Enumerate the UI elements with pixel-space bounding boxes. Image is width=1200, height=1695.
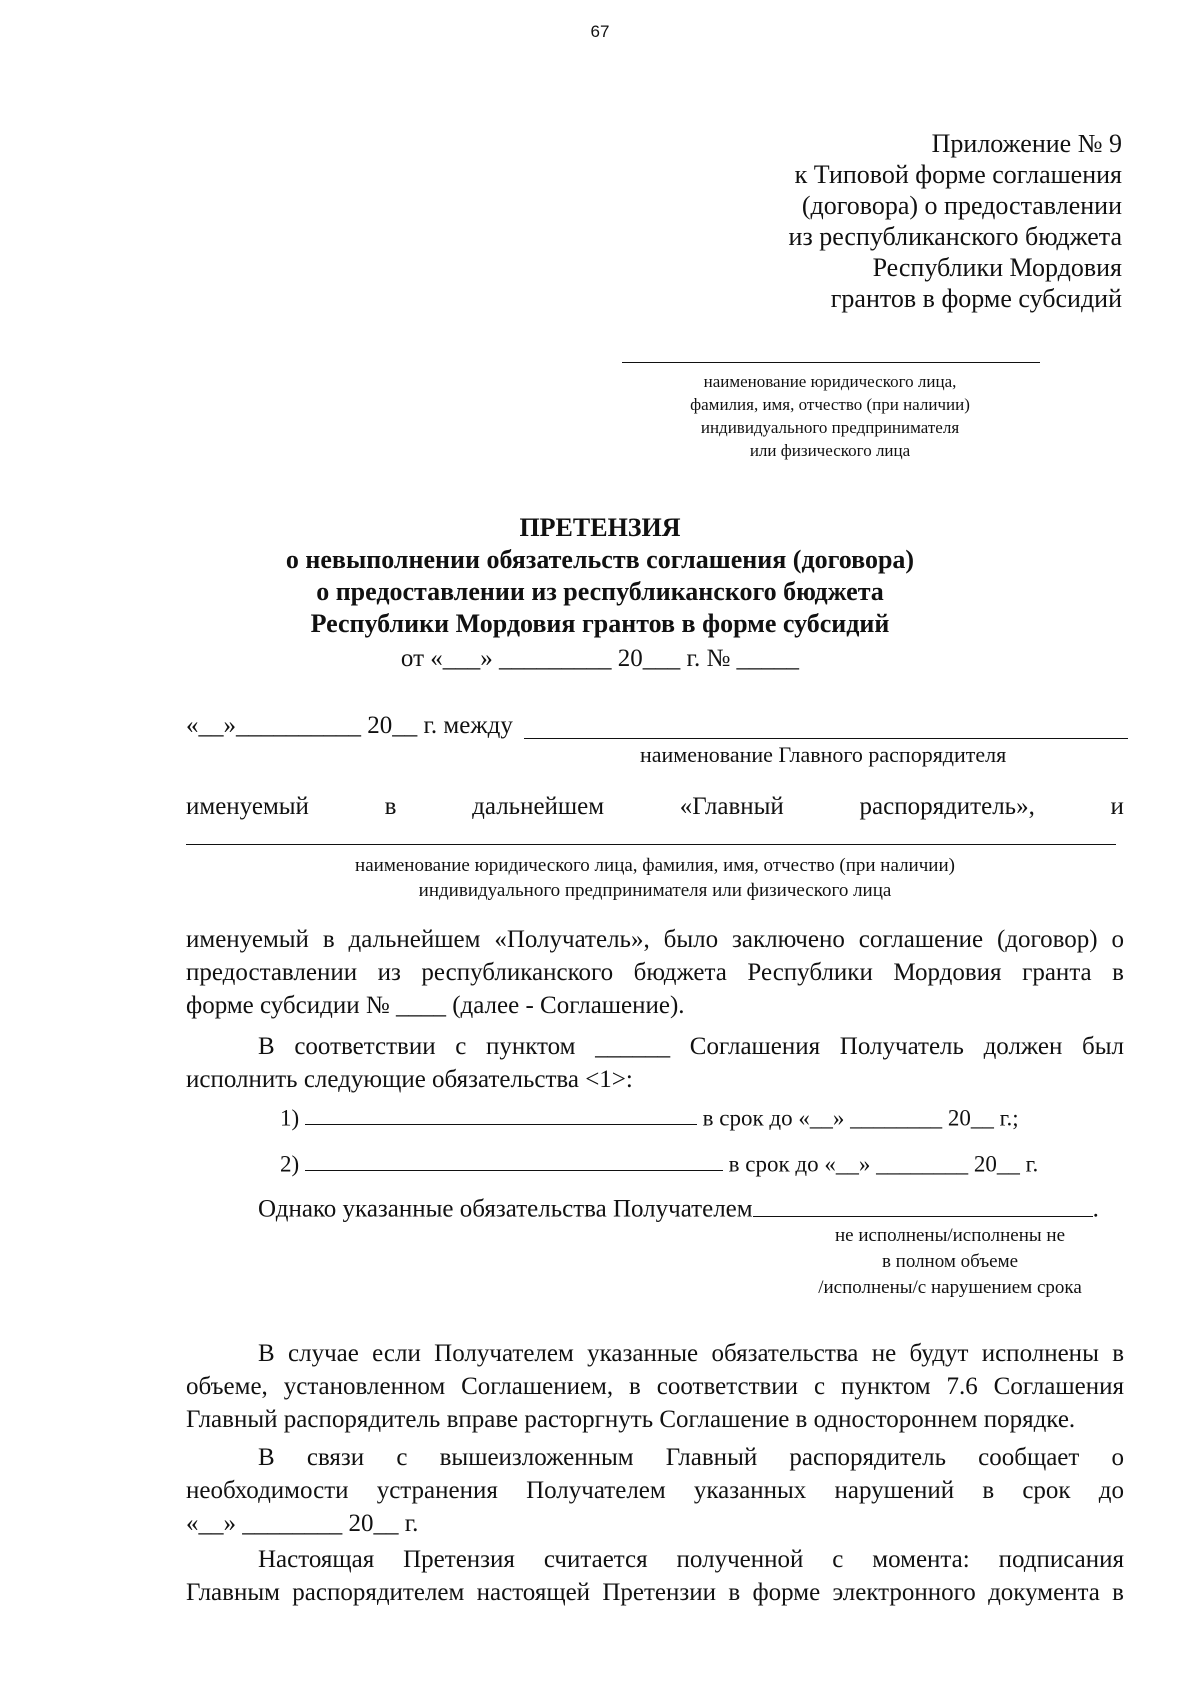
para-line: Главным распорядителем настоящей Претензии в форме электронного документа в (186, 1579, 1124, 1606)
obligation-item (280, 1145, 1038, 1180)
recipient-line (186, 844, 1116, 845)
however-line (258, 1188, 1099, 1226)
chief-administrator-caption: наименование Главного распорядителя (640, 742, 1007, 767)
named-word: дальнейшем (472, 793, 605, 820)
named-word: в (384, 793, 397, 820)
paragraph-obligations (186, 1030, 1124, 1096)
obligation-term: в срок до «__» ________ 20__ г. (728, 1151, 1039, 1177)
caption-line: наименование юридического лица, фамилия, имя, отчество (при наличии) (355, 855, 955, 876)
obligation-term: в срок до «__» ________ 20__ г.; (702, 1105, 1019, 1131)
para-line: исполнить следующие обязательства <1>: (186, 1066, 633, 1093)
para-line: В соответствии с пунктом ______ Соглашения Получатель должен был (258, 1033, 1124, 1060)
para-line: именуемый в дальнейшем «Получатель», было заключено соглашение (договор) о (186, 926, 1124, 953)
however-blank (753, 1188, 1093, 1217)
obligation-blank (305, 1099, 697, 1125)
caption-line: наименование юридического лица, (703, 372, 957, 391)
appendix-line: грантов в форме субсидий (830, 284, 1122, 313)
caption-line: в полном объеме (881, 1251, 1019, 1272)
however-text: Однако указанные обязательства Получателем (258, 1195, 753, 1223)
para-line: В связи с вышеизложенным Главный распорядитель сообщает о (258, 1444, 1124, 1471)
date-between: «__»__________ 20__ г. между (186, 712, 513, 739)
caption-line: индивидуального предпринимателя (700, 418, 960, 437)
appendix-header (602, 128, 1122, 314)
caption-line: фамилия, имя, отчество (при наличии) (690, 395, 970, 414)
obligation-number: 1) (280, 1105, 300, 1131)
named-word: именуемый (186, 793, 309, 820)
title-date-line: от «___» _________ 20___ г. № _____ (400, 645, 800, 672)
caption-line: индивидуального предпринимателя или физического лица (418, 880, 892, 901)
recipient-line-caption (186, 853, 1124, 903)
appendix-line: к Типовой форме соглашения (794, 160, 1122, 189)
para-line: Главный распорядитель вправе расторгнуть Соглашение в одностороннем порядке. (186, 1406, 1076, 1433)
page-number: 67 (590, 22, 610, 41)
obligation-item (280, 1099, 1019, 1134)
para-line: форме субсидии № ____ (далее - Соглашение). (186, 992, 685, 1019)
named-row (186, 791, 1124, 823)
para-line: «__» ________ 20__ г. (186, 1510, 419, 1537)
recipient-caption (600, 370, 1060, 462)
title-main: ПРЕТЕНЗИЯ (519, 513, 681, 542)
appendix-line: из республиканского бюджета (788, 222, 1122, 251)
obligation-blank (305, 1145, 723, 1171)
para-line: предоставлении из республиканского бюджета Республики Мордовия гранта в (186, 959, 1124, 986)
paragraph-agreement (186, 923, 1124, 1022)
paragraph-receipt (186, 1543, 1124, 1609)
title-sub-line: о невыполнении обязательств соглашения (договора) (285, 545, 915, 574)
appendix-line: Приложение № 9 (931, 129, 1122, 158)
appendix-line: Республики Мордовия (872, 253, 1122, 282)
named-word: распорядитель», (859, 793, 1035, 820)
recipient-name-line (622, 362, 1040, 363)
however-caption (780, 1223, 1120, 1301)
named-word: «Главный (679, 793, 784, 820)
document-title (0, 512, 1200, 640)
appendix-line: (договора) о предоставлении (801, 191, 1122, 220)
paragraph-termination (186, 1337, 1124, 1436)
obligation-number: 2) (280, 1151, 300, 1177)
para-line: Настоящая Претензия считается полученной с момента: подписания (258, 1546, 1124, 1573)
paragraph-deadline (186, 1441, 1124, 1540)
caption-line: /исполнены/с нарушением срока (818, 1277, 1082, 1298)
title-sub-line: о предоставлении из республиканского бюджета (316, 577, 884, 606)
however-end: . (1092, 1195, 1099, 1223)
para-line: В случае если Получателем указанные обязательства не будут исполнены в (258, 1340, 1124, 1367)
para-line: необходимости устранения Получателем указанных нарушений в срок до (186, 1477, 1124, 1504)
named-word: и (1110, 793, 1124, 820)
title-sub-line: Республики Мордовия грантов в форме субсидий (310, 609, 890, 638)
caption-line: или физического лица (749, 441, 911, 460)
para-line: объеме, установленном Соглашением, в соответствии с пунктом 7.6 Соглашения (186, 1373, 1124, 1400)
caption-line: не исполнены/исполнены не (834, 1225, 1066, 1246)
